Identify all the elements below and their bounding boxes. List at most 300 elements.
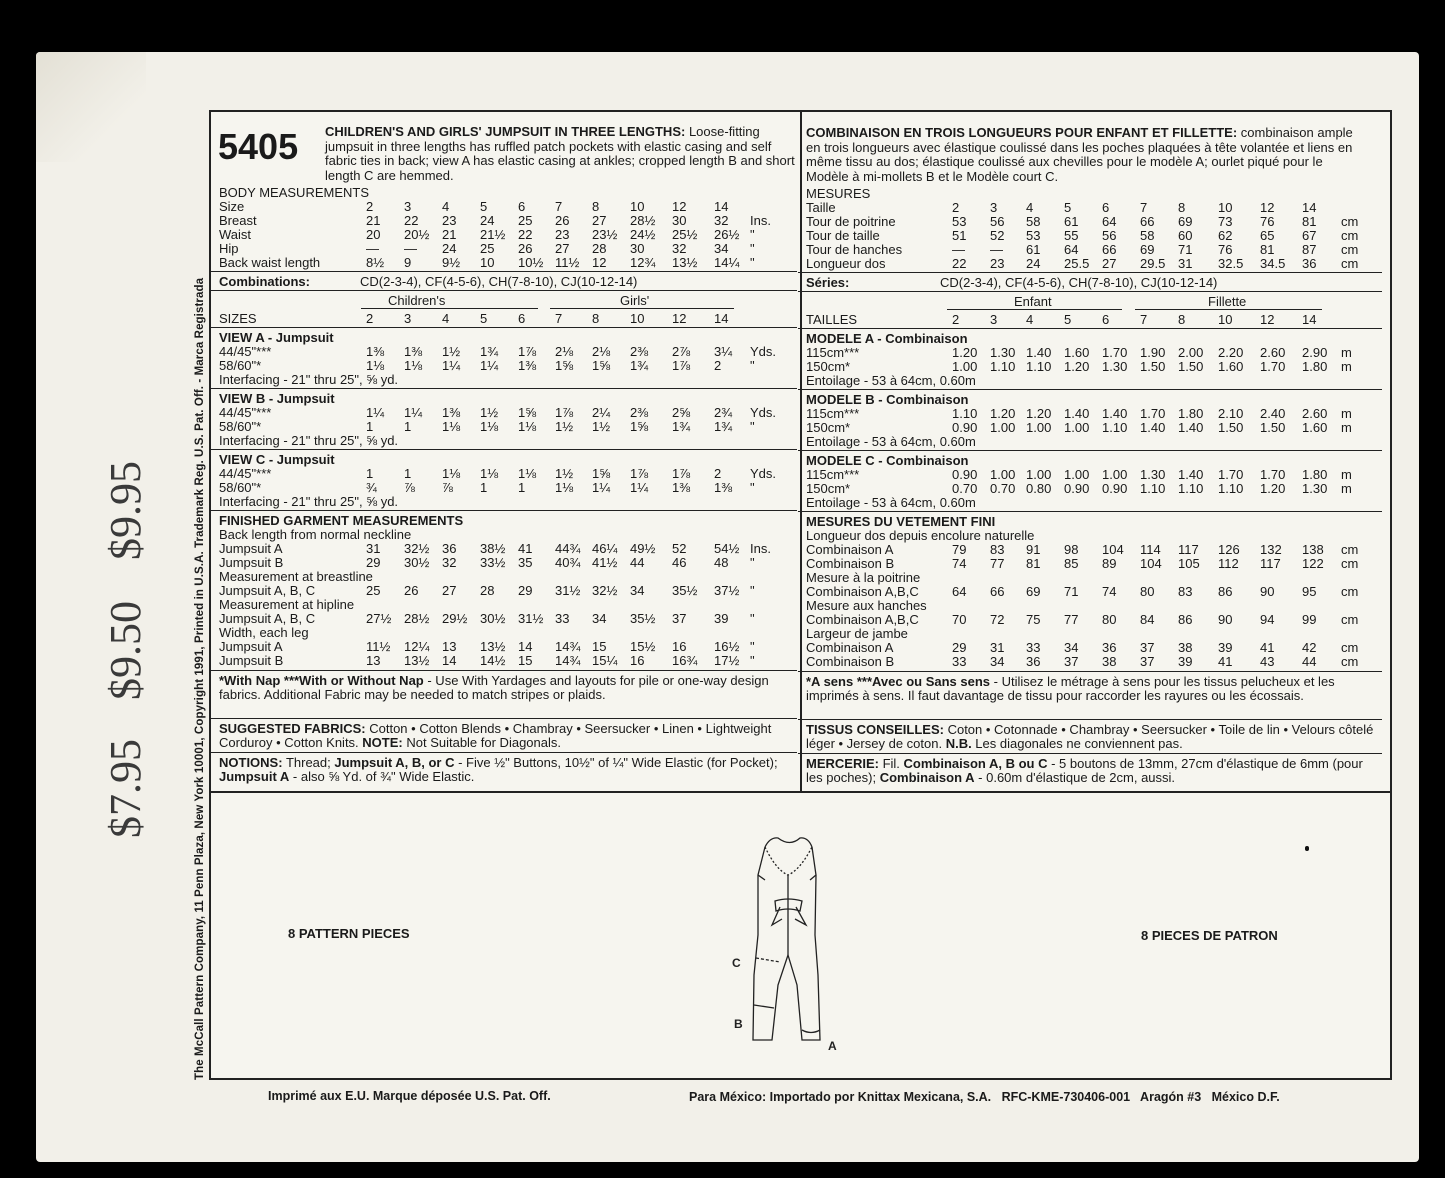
fr-finished-row-value: 114 — [1140, 542, 1161, 557]
en-body-row-unit: " — [750, 241, 755, 256]
fr-body-row-value: 52 — [990, 228, 1005, 243]
fr-finished-row-value: 43 — [1260, 654, 1275, 669]
fr-finished-row-value: 112 — [1218, 556, 1239, 571]
fr-finished-row-value: 86 — [1218, 584, 1233, 599]
en-interfacing: Interfacing - 21" thru 25", ⅝ yd. — [219, 372, 399, 387]
en-finished-row-value: 39 — [714, 611, 729, 626]
fr-body-row-value: 14 — [1302, 200, 1317, 215]
en-finished-row-label: Jumpsuit A — [219, 639, 283, 654]
fr-view-title: MODELE C - Combinaison — [806, 453, 969, 468]
en-finished-row-value: 15 — [518, 653, 533, 668]
fr-yardage-row-value: 1.10 — [1140, 481, 1166, 496]
en-finished-row-value: 32½ — [404, 541, 430, 556]
en-finished-row-label: Jumpsuit A, B, C — [219, 611, 316, 626]
fr-yardage-row-value: 0.70 — [990, 481, 1016, 496]
fr-yardage-row-value: 1.30 — [990, 345, 1016, 360]
fr-body-row-value: 58 — [1140, 228, 1155, 243]
en-body-measurements-title: BODY MEASUREMENTS — [219, 185, 370, 200]
fr-body-row-value: 66 — [1102, 242, 1117, 257]
fr-finished-row-label: Combinaison A,B,C — [806, 612, 919, 627]
en-finished-row-value: 15½ — [630, 639, 656, 654]
en-finished-row-value: 32½ — [592, 583, 618, 598]
en-finished-row-value: 41½ — [592, 555, 618, 570]
en-interfacing: Interfacing - 21" thru 25", ⅝ yd. — [219, 494, 399, 509]
fr-yardage-row-value: 1.00 — [990, 420, 1016, 435]
en-yardage-row-value: 1⅜ — [518, 358, 537, 373]
fr-finished-row-value: 95 — [1302, 584, 1317, 599]
en-yardage-row-label: 44/45"*** — [219, 344, 272, 359]
fr-group-rule — [947, 309, 1122, 310]
en-yardage-row-unit: Yds. — [750, 466, 777, 481]
en-finished-row-value: 31½ — [555, 583, 581, 598]
en-suggested-fabrics: SUGGESTED FABRICS: Cotton • Cotton Blends • Chambray • Seersucker • Linen • Lightweight Corduroy • Cotton Knits. NOTE: Not Suitable for Diagonals. — [219, 721, 772, 750]
fr-body-row-value: 71 — [1178, 242, 1193, 257]
en-finished-row-value: 11½ — [366, 639, 391, 654]
en-finished-row-value: 14¾ — [555, 653, 581, 668]
fr-body-row-value: 55 — [1064, 228, 1079, 243]
en-body-row-value: 32 — [672, 241, 687, 256]
fr-yardage-row-value: 1.70 — [1102, 345, 1128, 360]
fr-finished-row-value: 38 — [1102, 654, 1117, 669]
en-finished-row-value: 25 — [366, 583, 381, 598]
en-finished-row-value: 30½ — [404, 555, 430, 570]
speck — [1305, 846, 1309, 851]
fr-yardage-row-label: 115cm*** — [806, 345, 860, 360]
en-yardage-row-value: 1⅝ — [518, 405, 537, 420]
en-body-row-value: 25 — [480, 241, 495, 256]
fr-rule — [798, 272, 1382, 273]
en-finished-row-value: 49½ — [630, 541, 656, 556]
en-finished-row-label: Jumpsuit A — [219, 541, 283, 556]
fr-body-row-value: 29.5 — [1140, 256, 1166, 271]
en-body-row-value: 22 — [518, 227, 533, 242]
fr-finished-row-label: Combinaison A — [806, 640, 894, 655]
fr-yardage-row-label: 150cm* — [806, 481, 851, 496]
fr-yardage-row-value: 1.50 — [1140, 359, 1166, 374]
fr-yardage-row-value: 1.10 — [1218, 481, 1244, 496]
fr-size-value: 4 — [1026, 312, 1034, 327]
en-finished-row-value: 48 — [714, 555, 729, 570]
fr-finished-row-value: 42 — [1302, 640, 1317, 655]
fr-yardage-row-value: 1.90 — [1140, 345, 1166, 360]
en-rule — [211, 752, 797, 753]
fr-finished-row-value: 44 — [1302, 654, 1317, 669]
en-yardage-row-value: 2⅜ — [630, 405, 649, 420]
fr-yardage-row-value: 1.50 — [1260, 420, 1286, 435]
en-finished-row-value: 36 — [442, 541, 457, 556]
fr-yardage-row-unit: m — [1341, 406, 1352, 421]
fr-body-row-label: Longueur dos — [806, 256, 886, 271]
fr-group-rule — [1135, 309, 1322, 310]
en-finished-row-label: Measurement at breastline — [219, 569, 373, 584]
en-finished-row-value: 37½ — [714, 583, 740, 598]
fr-size-value: 8 — [1178, 312, 1186, 327]
en-rule — [211, 388, 797, 389]
en-yardage-row-value: 1⅜ — [442, 405, 461, 420]
fr-title: COMBINAISON EN TROIS LONGUEURS POUR ENFANT ET FILLETTE: combinaison ample en trois longueurs avec élastique coulissé dans les poches plaquées à tête volantée et liens en même tissu au dos; élastique coulissé aux chevilles pour le modèle A; ourlet piqué pour le Modèle à mi-mollets B et le Modèle court C. — [806, 125, 1353, 184]
fr-body-row-value: 64 — [1064, 242, 1079, 257]
fr-body-row-value: 69 — [1140, 242, 1155, 257]
en-yardage-row-unit: Yds. — [750, 344, 777, 359]
en-yardage-row-value: 2¾ — [714, 405, 733, 420]
en-body-row-value: 10 — [630, 199, 645, 214]
en-yardage-row-value: 2 — [714, 466, 722, 481]
en-body-row-value: 21 — [442, 227, 457, 242]
en-yardage-row-value: 1⅜ — [672, 480, 691, 495]
fr-finished-row-value: 36 — [1102, 640, 1117, 655]
en-finished-row-value: 28½ — [404, 611, 430, 626]
fr-finished-row-value: 36 — [1026, 654, 1041, 669]
fr-finished-row-value: 33 — [952, 654, 967, 669]
price-1: $7.95 — [101, 739, 150, 838]
fr-yardage-row-label: 115cm*** — [806, 406, 860, 421]
en-interfacing: Interfacing - 21" thru 25", ⅝ yd. — [219, 433, 399, 448]
fr-body-row-value: 56 — [990, 214, 1005, 229]
en-yardage-row-label: 44/45"*** — [219, 466, 272, 481]
en-body-row-value: 26 — [555, 213, 570, 228]
fr-body-row-value: 51 — [952, 228, 967, 243]
section-divider — [211, 791, 1390, 793]
fr-body-row-value: 25.5 — [1064, 256, 1090, 271]
en-finished-row-value: 14½ — [480, 653, 506, 668]
en-finished-row-value: 31 — [366, 541, 381, 556]
en-yardage-row-value: 1⅛ — [480, 419, 499, 434]
fr-yardage-row-value: 2.90 — [1302, 345, 1328, 360]
fr-finished-row-value: 80 — [1102, 612, 1117, 627]
en-view-title: VIEW B - Jumpsuit — [219, 391, 335, 406]
en-size-value: 2 — [366, 311, 374, 326]
fr-size-value: 2 — [952, 312, 960, 327]
en-yardage-row-value: 1⅜ — [366, 344, 385, 359]
en-finished-row-value: 34 — [592, 611, 607, 626]
en-yardage-row-value: 2⅞ — [672, 344, 691, 359]
fr-body-row-value: 67 — [1302, 228, 1317, 243]
fr-yardage-row-value: 0.90 — [1064, 481, 1090, 496]
en-yardage-row-value: 1⅝ — [555, 358, 574, 373]
en-body-row-value: 25½ — [672, 227, 698, 242]
en-finished-row-unit: " — [750, 611, 755, 626]
fr-body-row-value: 34.5 — [1260, 256, 1286, 271]
en-group-girls: Girls' — [620, 293, 650, 308]
fr-finished-row-value: 83 — [1178, 584, 1193, 599]
fr-body-row-value: 32.5 — [1218, 256, 1244, 271]
fr-yardage-row-label: 150cm* — [806, 420, 851, 435]
en-body-row-value: 7 — [555, 199, 563, 214]
fr-yardage-row-value: 1.70 — [1140, 406, 1166, 421]
fr-finished-row-value: 69 — [1026, 584, 1041, 599]
en-finished-row-value: 30½ — [480, 611, 506, 626]
en-yardage-row-value: 1¼ — [480, 358, 499, 373]
fr-yardage-row-value: 1.10 — [1178, 481, 1204, 496]
fr-body-row-value: 8 — [1178, 200, 1186, 215]
en-yardage-row-value: 2⅝ — [672, 405, 691, 420]
fr-yardage-row-value: 1.50 — [1178, 359, 1204, 374]
fr-size-value: 6 — [1102, 312, 1110, 327]
en-nap-note: *With Nap ***With or Without Nap - Use With Yardages and layouts for pile or one-way design fabrics. Additional Fabric may be needed to match stripes or plaids. — [219, 673, 769, 702]
fr-yardage-row-value: 1.80 — [1178, 406, 1204, 421]
fr-yardage-row-value: 1.00 — [1026, 420, 1052, 435]
en-body-row-value: 9 — [404, 255, 412, 270]
fr-finished-row-value: 98 — [1064, 542, 1079, 557]
fr-finished-row-value: 81 — [1026, 556, 1041, 571]
en-yardage-row-value: 1¼ — [404, 405, 423, 420]
fr-rule — [798, 753, 1382, 754]
fr-finished-row-value: 37 — [1140, 654, 1155, 669]
fr-finished-row-label: Mesure aux hanches — [806, 598, 927, 613]
fr-body-row-value: 62 — [1218, 228, 1233, 243]
fr-finished-row-value: 77 — [1064, 612, 1079, 627]
en-yardage-row-value: 1 — [518, 480, 526, 495]
en-group-rule — [550, 308, 734, 309]
en-yardage-row-value: 1⅛ — [518, 419, 537, 434]
fr-rule — [798, 389, 1382, 390]
en-body-row-label: Size — [219, 199, 245, 214]
en-yardage-row-value: 1¼ — [592, 480, 611, 495]
fr-combinations: CD(2-3-4), CF(4-5-6), CH(7-8-10), CJ(10-12-14) — [940, 275, 1218, 290]
en-finished-row-label: Jumpsuit B — [219, 555, 284, 570]
fr-finished-row-value: 117 — [1178, 542, 1199, 557]
fr-group-children: Enfant — [1014, 294, 1052, 309]
fr-body-row-value: 4 — [1026, 200, 1034, 215]
fr-body-row-value: 56 — [1102, 228, 1117, 243]
en-yardage-row-unit: " — [750, 419, 755, 434]
fr-view-title: MODELE A - Combinaison — [806, 331, 968, 346]
fr-interfacing: Entoilage - 53 à 64cm, 0.60m — [806, 373, 976, 388]
en-finished-row-value: 32 — [442, 555, 457, 570]
en-body-row-unit: " — [750, 227, 755, 242]
fr-body-row-value: 61 — [1064, 214, 1079, 229]
fr-body-row-value: 2 — [952, 200, 960, 215]
fr-body-row-value: 23 — [990, 256, 1005, 271]
en-finished-row-value: 13 — [366, 653, 381, 668]
fr-finished-row-label: Largeur de jambe — [806, 626, 908, 641]
en-finished-row-value: 26 — [404, 583, 419, 598]
en-finished-row-value: 15 — [592, 639, 607, 654]
en-group-rule — [361, 308, 538, 309]
en-yardage-row-value: 2⅛ — [555, 344, 574, 359]
en-body-row-value: 26 — [518, 241, 533, 256]
fr-yardage-row-unit: m — [1341, 481, 1352, 496]
en-notions: NOTIONS: Thread; Jumpsuit A, B, or C - Five ½" Buttons, 10½" of ¼" Wide Elastic (for Pocket); Jumpsuit A - also ⅝ Yd. of ¾" Wide Elastic. — [219, 755, 778, 784]
fr-yardage-row-value: 0.90 — [952, 467, 978, 482]
en-yardage-row-unit: Yds. — [750, 405, 777, 420]
en-finished-row-value: 27½ — [366, 611, 392, 626]
fr-yardage-row-value: 1.00 — [952, 359, 978, 374]
fr-combinations-label: Séries: — [806, 275, 850, 290]
fr-rule — [798, 291, 1382, 292]
en-body-row-value: 9½ — [442, 255, 461, 270]
fr-interfacing: Entoilage - 53 à 64cm, 0.60m — [806, 434, 976, 449]
fr-yardage-row-label: 150cm* — [806, 359, 851, 374]
en-finished-row-value: 33½ — [480, 555, 506, 570]
fr-finished-row-unit: cm — [1341, 654, 1359, 669]
fr-body-row-value: 22 — [952, 256, 967, 271]
en-yardage-row-value: 2⅛ — [592, 344, 611, 359]
fr-interfacing: Entoilage - 53 à 64cm, 0.60m — [806, 495, 976, 510]
en-body-row-value: 10½ — [518, 255, 544, 270]
en-finished-row-value: 40¾ — [555, 555, 581, 570]
en-body-row-unit: Ins. — [750, 213, 771, 228]
en-rule — [211, 670, 797, 671]
fr-finished-row-value: 90 — [1218, 612, 1233, 627]
fr-yardage-row-value: 1.20 — [1026, 406, 1052, 421]
en-yardage-row-value: 1¾ — [714, 419, 733, 434]
fr-yardage-row-value: 1.00 — [1102, 467, 1128, 482]
fr-finished-row-value: 74 — [1102, 584, 1117, 599]
en-yardage-row-label: 58/60"* — [219, 358, 262, 373]
en-yardage-row-value: 1⅝ — [630, 419, 649, 434]
fr-body-row-value: 64 — [1102, 214, 1117, 229]
en-body-row-value: 13½ — [672, 255, 698, 270]
fr-yardage-row-value: 1.80 — [1302, 467, 1328, 482]
fr-yardage-row-value: 1.20 — [952, 345, 978, 360]
en-finished-row-value: 13½ — [404, 653, 430, 668]
fr-body-row-value: 81 — [1302, 214, 1317, 229]
fr-finished-row-value: 37 — [1064, 654, 1079, 669]
fr-rule — [798, 328, 1382, 329]
en-body-row-label: Breast — [219, 213, 257, 228]
fr-finished-row-value: 90 — [1260, 584, 1275, 599]
en-body-row-value: 12 — [592, 255, 607, 270]
en-yardage-row-value: 1¾ — [630, 358, 649, 373]
fr-finished-row-unit: cm — [1341, 640, 1359, 655]
en-yardage-row-value: 1¾ — [672, 419, 691, 434]
en-body-row-value: 14¼ — [714, 255, 740, 270]
en-rule — [211, 327, 797, 328]
en-size-value: 4 — [442, 311, 450, 326]
fr-yardage-row-unit: m — [1341, 420, 1352, 435]
fr-yardage-row-value: 1.30 — [1302, 481, 1328, 496]
en-yardage-row-value: 1½ — [555, 419, 574, 434]
jumpsuit-sketch-icon — [720, 835, 860, 1060]
fr-yardage-row-value: 1.30 — [1140, 467, 1166, 482]
fr-finished-row-value: 39 — [1218, 640, 1233, 655]
en-finished-row-value: 16 — [630, 653, 645, 668]
pattern-pieces-fr: 8 PIECES DE PATRON — [1141, 928, 1278, 943]
fr-finished-row-value: 117 — [1260, 556, 1281, 571]
en-size-value: 14 — [714, 311, 729, 326]
en-yardage-row-value: 1⅞ — [630, 466, 649, 481]
fr-finished-row-value: 138 — [1302, 542, 1324, 557]
fr-finished-row-value: 31 — [990, 640, 1005, 655]
en-size-value: 10 — [630, 311, 645, 326]
fr-body-row-value: 53 — [952, 214, 967, 229]
fr-finished-row-value: 77 — [990, 556, 1005, 571]
fr-yardage-row-value: 1.10 — [952, 406, 978, 421]
en-finished-row-value: 35 — [518, 555, 533, 570]
en-body-row-value: 24 — [442, 241, 457, 256]
fr-finished-row-value: 105 — [1178, 556, 1200, 571]
en-view-title: VIEW A - Jumpsuit — [219, 330, 334, 345]
fr-group-girls: Fillette — [1208, 294, 1247, 309]
en-finished-row-value: 33 — [555, 611, 570, 626]
fr-finished-row-value: 37 — [1140, 640, 1155, 655]
en-finished-row-value: 14¾ — [555, 639, 581, 654]
en-body-row-value: 32 — [714, 213, 729, 228]
fr-finished-row-value: 104 — [1140, 556, 1162, 571]
fr-finished-row-value: 71 — [1064, 584, 1079, 599]
en-body-row-value: 12 — [672, 199, 687, 214]
fr-rule — [798, 511, 1382, 512]
fr-yardage-row-label: 115cm*** — [806, 467, 860, 482]
fr-yardage-row-value: 1.00 — [1064, 420, 1090, 435]
en-yardage-row-value: 1½ — [555, 466, 574, 481]
fr-body-row-label: Tour de hanches — [806, 242, 903, 257]
fr-finished-row-label: Combinaison B — [806, 654, 895, 669]
en-yardage-row-value: 2⅜ — [630, 344, 649, 359]
en-finished-row-value: 13½ — [480, 639, 506, 654]
en-body-row-value: 20 — [366, 227, 381, 242]
fr-body-row-value: 6 — [1102, 200, 1110, 215]
en-finished-row-value: 27 — [442, 583, 457, 598]
fr-body-row-value: 7 — [1140, 200, 1148, 215]
en-yardage-row-label: 58/60"* — [219, 419, 262, 434]
fr-finished-row-value: 132 — [1260, 542, 1282, 557]
fr-finished-row-value: 39 — [1178, 654, 1193, 669]
en-body-row-value: 23 — [442, 213, 457, 228]
fr-finished-row-value: 80 — [1140, 584, 1155, 599]
fr-nap-note: *A sens ***Avec ou Sans sens - Utilisez le métrage à sens pour les tissus pelucheux et les imprimés à sens. Il faut davantage de tissu pour raccorder les rayures ou les écossais. — [806, 674, 1335, 703]
en-finished-row-value: 16¾ — [672, 653, 698, 668]
fr-body-row-unit: cm — [1341, 214, 1359, 229]
fr-finished-row-value: 34 — [990, 654, 1005, 669]
fr-body-row-value: 60 — [1178, 228, 1193, 243]
fr-yardage-row-value: 2.60 — [1302, 406, 1328, 421]
en-yardage-row-label: 44/45"*** — [219, 405, 272, 420]
fr-yardage-row-value: 0.90 — [1102, 481, 1128, 496]
en-finished-row-value: 44¾ — [555, 541, 581, 556]
en-yardage-row-value: 2 — [714, 358, 722, 373]
en-body-row-value: 24 — [480, 213, 495, 228]
sketch-label-a: A — [828, 1039, 837, 1053]
en-finished-row-value: 17½ — [714, 653, 740, 668]
fr-yardage-row-unit: m — [1341, 345, 1352, 360]
fr-body-row-value: 10 — [1218, 200, 1233, 215]
en-body-row-value: 20½ — [404, 227, 430, 242]
fr-body-row-label: Tour de taille — [806, 228, 880, 243]
en-body-row-value: 4 — [442, 199, 450, 214]
en-body-row-value: 28½ — [630, 213, 656, 228]
en-yardage-row-value: ⅞ — [442, 480, 453, 495]
en-finished-row-value: 34 — [630, 583, 645, 598]
fr-body-row-value: 65 — [1260, 228, 1275, 243]
en-yardage-row-value: 1⅞ — [672, 466, 691, 481]
en-rule — [211, 290, 797, 291]
fr-yardage-row-value: 2.00 — [1178, 345, 1204, 360]
fr-body-row-unit: cm — [1341, 242, 1359, 257]
fr-rule — [798, 450, 1382, 451]
en-body-row-value: 2 — [366, 199, 374, 214]
price-2: $9.50 — [101, 601, 150, 700]
fr-suggested-fabrics: TISSUS CONSEILLES: Coton • Cotonnade • Chambray • Seersucker • Toile de lin • Velours côtelé léger • Jersey de coton. N.B. Les diagonales ne conviennent pas. — [806, 722, 1374, 751]
en-yardage-row-value: 1½ — [480, 405, 499, 420]
en-rule — [211, 449, 797, 450]
en-body-row-value: 28 — [592, 241, 607, 256]
en-body-row-value: 3 — [404, 199, 412, 214]
en-yardage-row-value: 1¾ — [480, 344, 499, 359]
en-yardage-row-unit: " — [750, 358, 755, 373]
en-body-row-value: 30 — [630, 241, 645, 256]
en-finished-row-value: 38½ — [480, 541, 506, 556]
fr-body-row-value: 66 — [1140, 214, 1155, 229]
en-body-row-label: Back waist length — [219, 255, 321, 270]
en-finished-row-value: 35½ — [672, 583, 698, 598]
en-body-row-value: 11½ — [555, 255, 580, 270]
en-yardage-row-value: 2¼ — [592, 405, 611, 420]
en-finished-row-value: 29 — [518, 583, 533, 598]
fr-yardage-row-value: 0.90 — [952, 420, 978, 435]
fr-yardage-row-value: 1.60 — [1064, 345, 1090, 360]
